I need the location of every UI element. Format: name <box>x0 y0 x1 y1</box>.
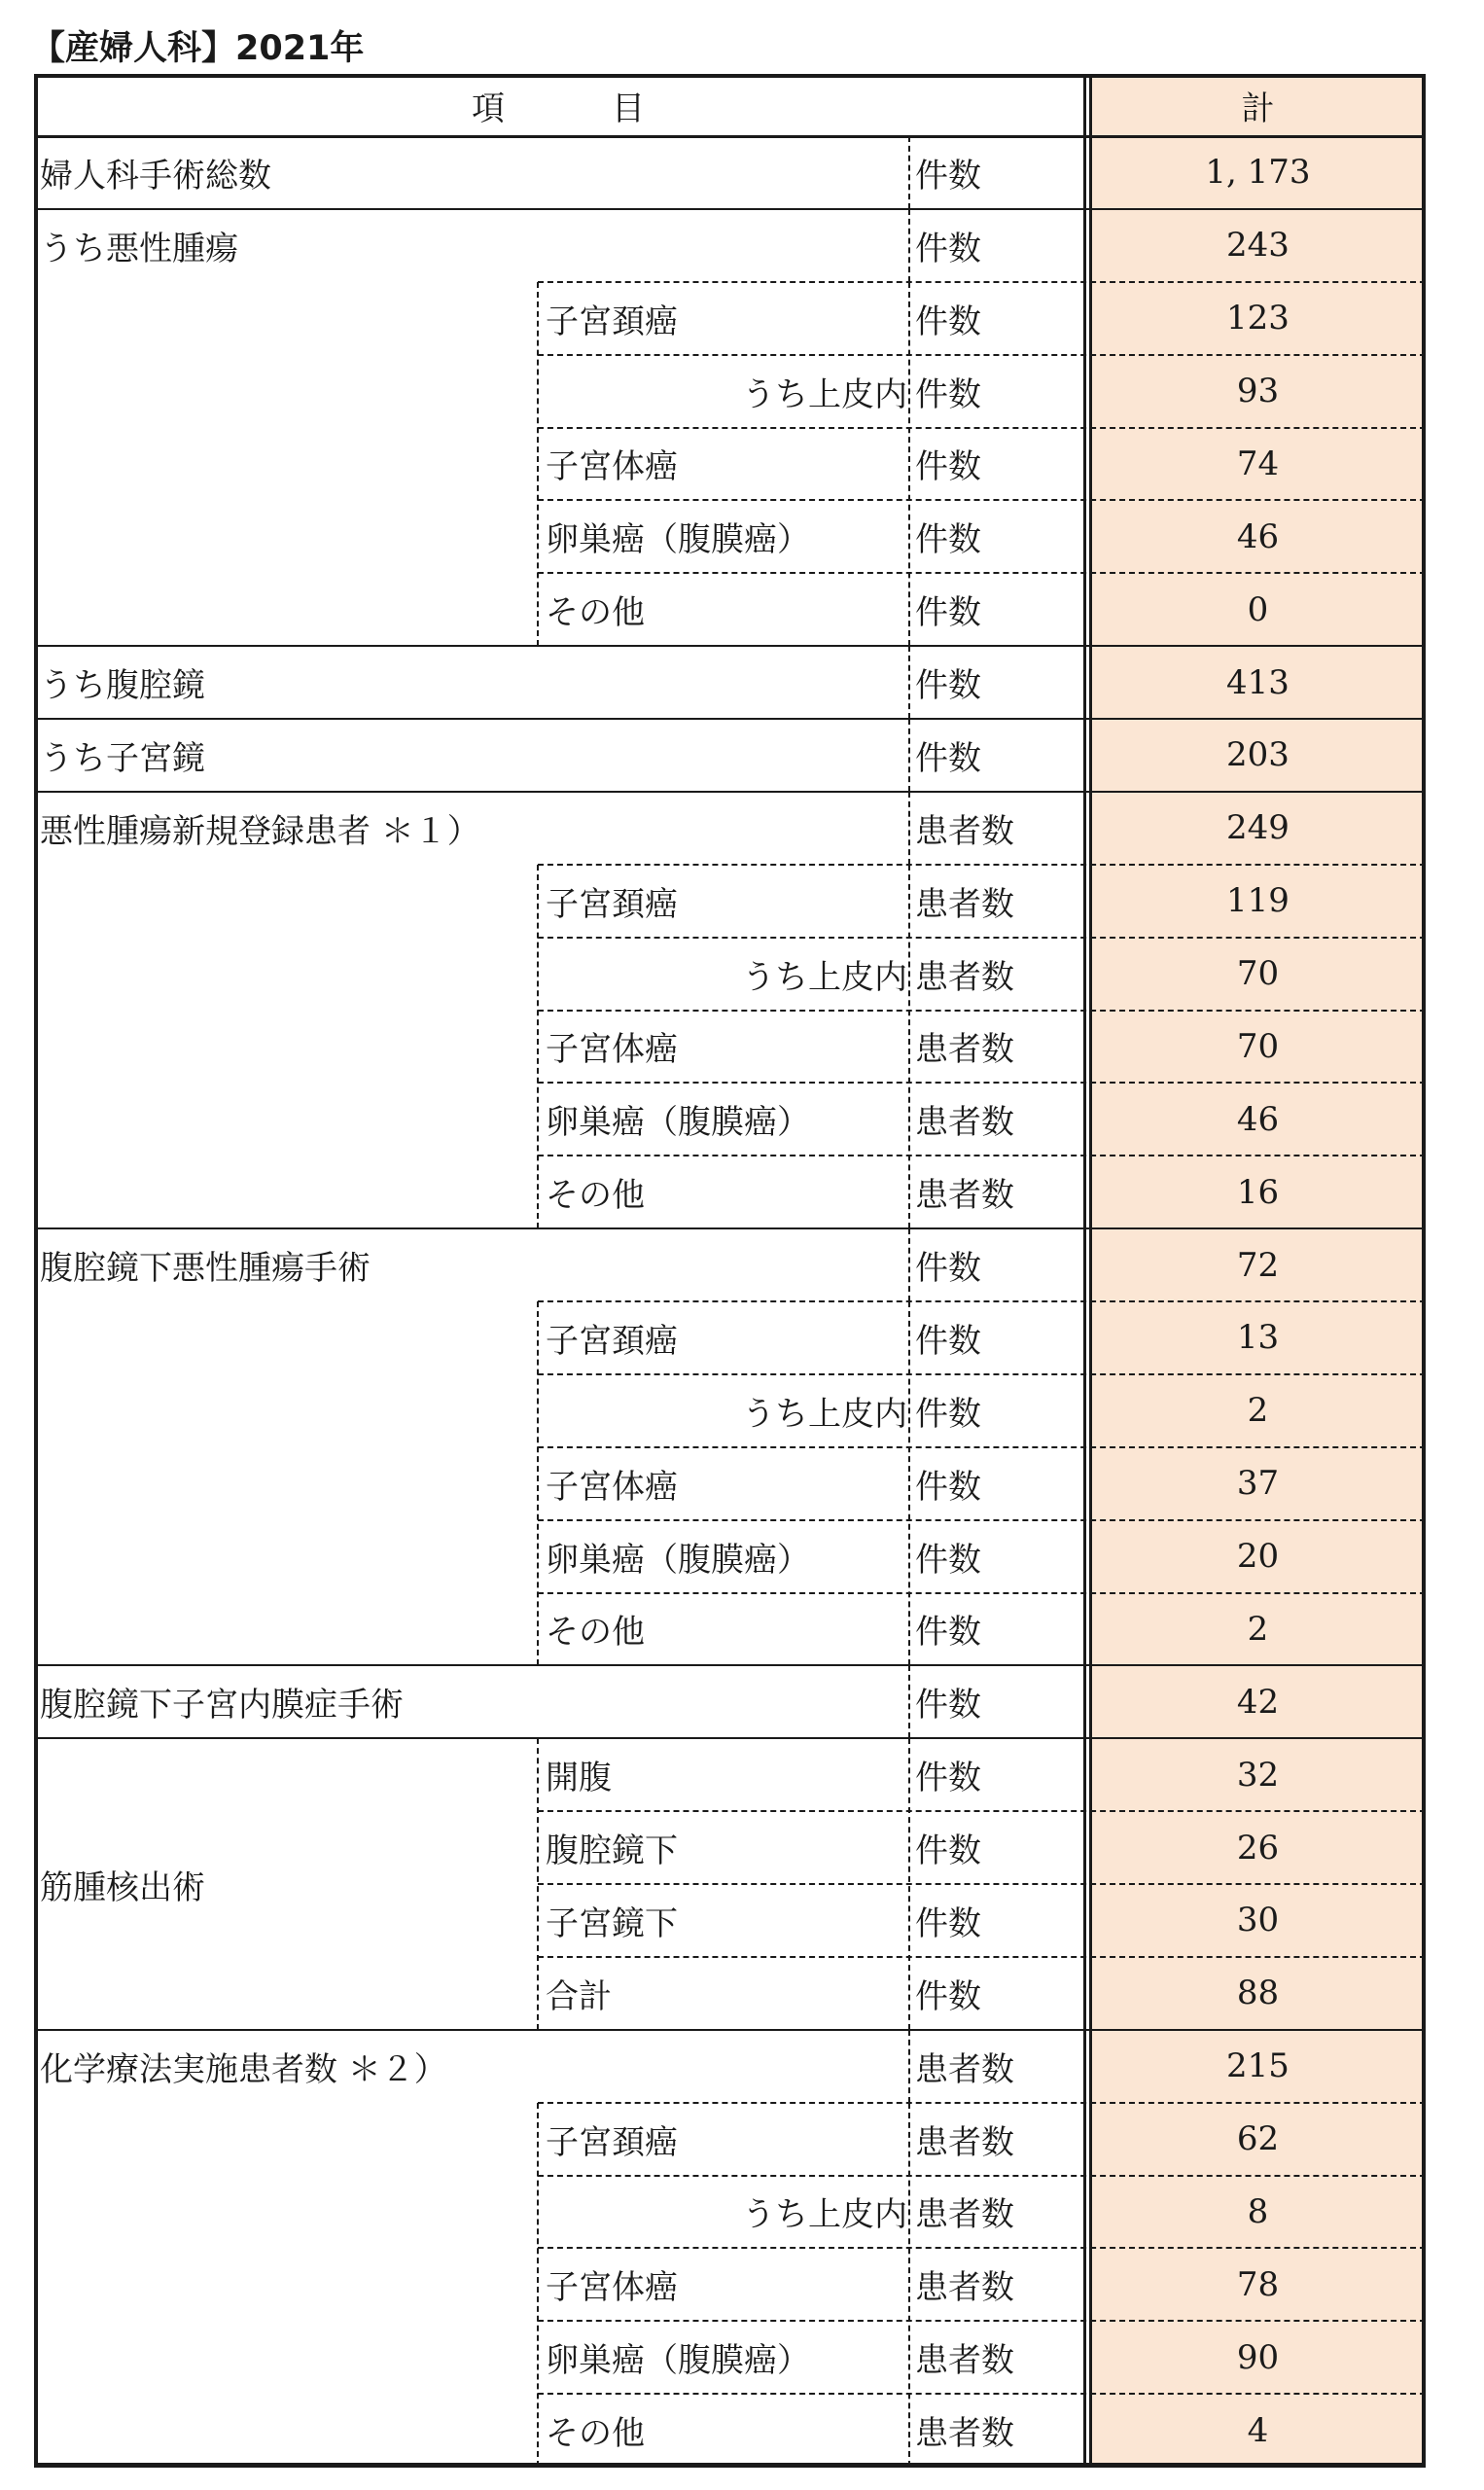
total-value: 62 <box>1236 2119 1280 2159</box>
category-label: うち悪性腫瘍 <box>40 229 238 268</box>
sub-sub-label: うち上皮内 <box>742 1394 907 1434</box>
total-value: 8 <box>1247 2191 1269 2231</box>
unit-label: 患者数 <box>915 2414 1014 2454</box>
total-value: 93 <box>1236 372 1280 411</box>
total-value: 46 <box>1236 1099 1280 1139</box>
sub-label: 子宮頚癌 <box>546 1321 678 1361</box>
total-value: 32 <box>1236 1755 1280 1795</box>
category-label: 婦人科手術総数 <box>40 156 271 196</box>
unit-label: 件数 <box>915 593 981 633</box>
unit-label: 件数 <box>915 156 981 196</box>
unit-label: 患者数 <box>915 957 1014 997</box>
total-value: 42 <box>1236 1682 1280 1722</box>
unit-label: 件数 <box>915 1321 981 1361</box>
total-value: 2 <box>1247 1391 1269 1431</box>
total-value: 123 <box>1226 299 1290 338</box>
table-frame <box>34 74 1426 2467</box>
sub-sub-label: うち上皮内 <box>742 2195 907 2235</box>
sub-label: 開腹 <box>546 1759 612 1798</box>
unit-label: 件数 <box>915 1686 981 1725</box>
unit-label: 患者数 <box>915 1103 1014 1143</box>
category-label: 化学療法実施患者数 ＊２） <box>40 2049 447 2089</box>
unit-label: 件数 <box>915 302 981 341</box>
sub-label: 腹腔鏡下 <box>546 1832 678 1871</box>
category-label: 腹腔鏡下悪性腫瘍手術 <box>40 1249 371 1289</box>
unit-label: 患者数 <box>915 2268 1014 2308</box>
unit-label: 患者数 <box>915 811 1014 851</box>
total-value: 243 <box>1226 226 1290 266</box>
sub-label: 卵巣癌（腹膜癌） <box>546 2341 810 2381</box>
double-rule-left <box>1083 74 1086 2467</box>
unit-label: 件数 <box>915 1249 981 1289</box>
sub-sub-label: うち上皮内 <box>742 374 907 414</box>
unit-label: 件数 <box>915 1613 981 1653</box>
unit-label: 件数 <box>915 1467 981 1507</box>
total-value: 72 <box>1236 1245 1280 1285</box>
unit-label: 件数 <box>915 447 981 487</box>
total-value: 46 <box>1236 516 1280 556</box>
total-value: 13 <box>1236 1318 1280 1358</box>
statistics-table <box>34 74 1426 2467</box>
sub-sub-label: うち上皮内 <box>742 957 907 997</box>
total-value: 203 <box>1226 735 1290 775</box>
sub-label: 卵巣癌（腹膜癌） <box>546 1103 810 1143</box>
total-value: 20 <box>1236 1537 1280 1577</box>
category-label: うち腹腔鏡 <box>40 666 205 706</box>
sub-label: その他 <box>546 1613 645 1653</box>
unit-label: 件数 <box>915 1832 981 1871</box>
sub-label: 子宮体癌 <box>546 447 678 487</box>
double-rule-right <box>1089 74 1092 2467</box>
total-value: 88 <box>1236 1974 1280 2013</box>
total-value: 119 <box>1226 881 1290 921</box>
total-value: 16 <box>1236 1172 1280 1212</box>
unit-label: 件数 <box>915 666 981 706</box>
sub-label: 卵巣癌（腹膜癌） <box>546 1540 810 1580</box>
total-value: 70 <box>1236 1026 1280 1066</box>
unit-label: 患者数 <box>915 1030 1014 1070</box>
sub-label: 子宮体癌 <box>546 2268 678 2308</box>
total-value: 90 <box>1236 2337 1280 2377</box>
category-label: うち子宮鏡 <box>40 738 205 778</box>
total-value: 1, 173 <box>1205 153 1311 193</box>
total-value: 4 <box>1247 2410 1269 2450</box>
sub-label: その他 <box>546 593 645 633</box>
unit-label: 件数 <box>915 520 981 560</box>
unit-label: 件数 <box>915 1976 981 2016</box>
header-total: 計 <box>1241 89 1275 128</box>
total-value: 215 <box>1226 2046 1290 2086</box>
page-title: 【産婦人科】2021年 <box>31 29 365 68</box>
sub-label: 子宮体癌 <box>546 1467 678 1507</box>
total-value: 26 <box>1236 1828 1280 1868</box>
total-value: 0 <box>1247 589 1269 629</box>
unit-label: 患者数 <box>915 2195 1014 2235</box>
unit-label: 患者数 <box>915 2049 1014 2089</box>
unit-label: 患者数 <box>915 2122 1014 2162</box>
sub-label: 子宮体癌 <box>546 1030 678 1070</box>
unit-label: 件数 <box>915 1540 981 1580</box>
total-value: 78 <box>1236 2264 1280 2304</box>
total-value: 70 <box>1236 954 1280 994</box>
total-value: 413 <box>1226 662 1290 702</box>
unit-label: 件数 <box>915 374 981 414</box>
total-value: 30 <box>1236 1901 1280 1940</box>
category-label: 悪性腫瘍新規登録患者 ＊１） <box>40 811 480 851</box>
unit-label: 患者数 <box>915 2341 1014 2381</box>
unit-label: 患者数 <box>915 1176 1014 1216</box>
total-value: 249 <box>1226 808 1290 848</box>
sub-label: その他 <box>546 1176 645 1216</box>
header-item: 項 目 <box>472 89 647 128</box>
category-label: 筋腫核出術 <box>40 1868 205 1907</box>
unit-label: 患者数 <box>915 884 1014 924</box>
sub-label: 卵巣癌（腹膜癌） <box>546 520 810 560</box>
unit-label: 件数 <box>915 1903 981 1943</box>
total-value: 2 <box>1247 1609 1269 1649</box>
sub-label: 子宮鏡下 <box>546 1903 678 1943</box>
unit-label: 件数 <box>915 1394 981 1434</box>
category-label: 腹腔鏡下子宮内膜症手術 <box>40 1686 404 1725</box>
total-value: 74 <box>1236 444 1280 483</box>
unit-label: 件数 <box>915 1759 981 1798</box>
unit-label: 件数 <box>915 229 981 268</box>
sub-label: 子宮頚癌 <box>546 884 678 924</box>
total-value: 37 <box>1236 1464 1280 1504</box>
sub-label: 子宮頚癌 <box>546 302 678 341</box>
sub-label: その他 <box>546 2414 645 2454</box>
sub-label: 合計 <box>546 1976 612 2016</box>
unit-label: 件数 <box>915 738 981 778</box>
sub-label: 子宮頚癌 <box>546 2122 678 2162</box>
